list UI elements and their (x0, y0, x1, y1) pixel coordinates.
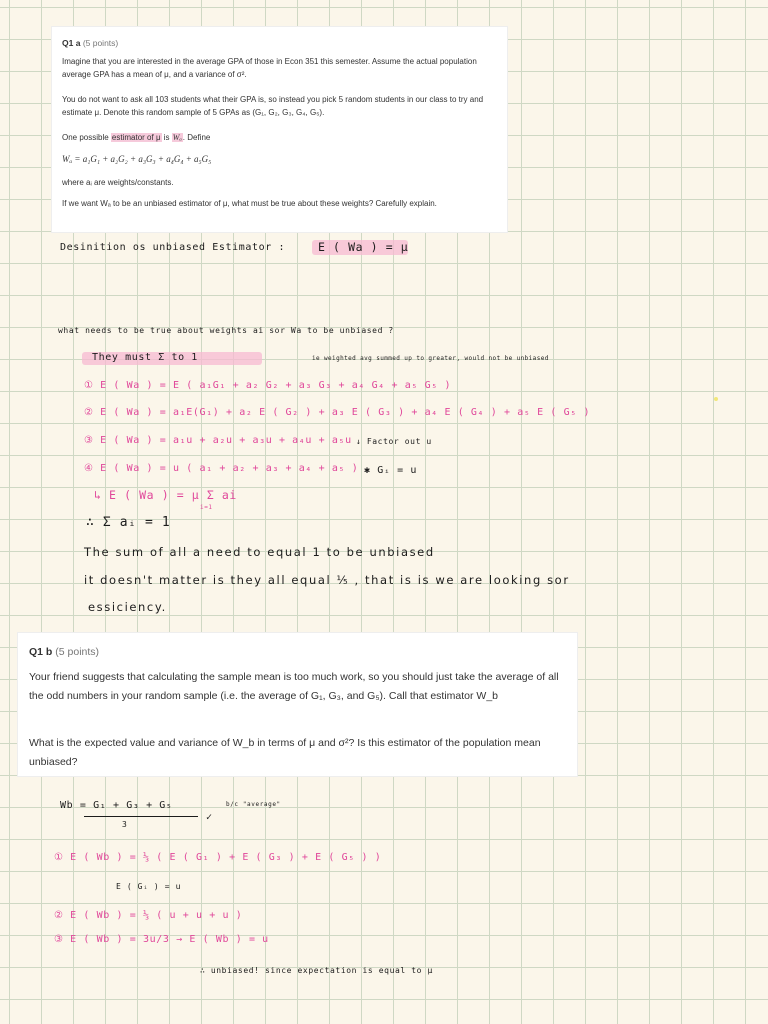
note-line: The sum of all a need to equal 1 to be unbiased (84, 545, 435, 559)
note-step-4: ④ E ( Wa ) = u ( a₁ + a₂ + a₃ + a₄ + a₅ ) (84, 463, 359, 474)
question-paragraph: Your friend suggests that calculating the sample mean is too much work, so you should just take the average of all the odd numbers in your random sample (i.e. the average of G₁, G₃, and G₅). Call that estimator W_b (29, 671, 559, 702)
note-definition-value: E ( Wa ) = μ (318, 240, 409, 254)
note-wb-denominator: 3 (122, 820, 128, 829)
question-paragraph: where aᵢ are weights/constants. (62, 178, 174, 187)
question-1b-title (29, 643, 99, 662)
question-title-text: Q1 b (29, 646, 53, 658)
note-conclusion: ∴ unbiased! since expectation is equal to μ (200, 966, 433, 975)
note-they-must: They must Σ to 1 (92, 352, 198, 363)
note-line: it doesn't matter is they all equal ⅕ , that is is we are looking sor (84, 573, 570, 587)
question-paragraph: If we want Wₐ to be an unbiased estimator of μ, what must be true about these weights? Carefully explain. (62, 199, 437, 208)
check-mark: ✓ (206, 812, 213, 823)
question-title-text: Q1 a (62, 38, 81, 48)
estimator-formula: Wₐ = a₁G₁ + a₂G₂ + a₃G₃ + a₄G₄ + a₅G₅ (62, 154, 212, 164)
text-segment: is (161, 133, 172, 142)
question-1b-card (18, 633, 577, 776)
note-therefore: ∴ Σ aᵢ = 1 (86, 515, 171, 530)
question-points: (5 points) (55, 646, 100, 658)
question-1a-title (62, 37, 118, 50)
question-1a-card (52, 27, 507, 232)
note-wb-numerator: Wb = G₁ + G₃ + G₅ (60, 800, 173, 811)
text-segment: . Define (182, 133, 211, 142)
note-gi-equals-u: ✱ Gᵢ = u (364, 465, 417, 476)
note-step-1: ① E ( Wa ) = E ( a₁G₁ + a₂ G₂ + a₃ G₃ + a₄ G₄ + a₅ G₅ ) (84, 380, 452, 391)
note-step-2: ② E ( Wa ) = a₁E(G₁) + a₂ E ( G₂ ) + a₃ E ( G₃ ) + a₄ E ( G₄ ) + a₅ E ( G₅ ) (84, 407, 591, 418)
note-average: b/c "average" (226, 801, 281, 808)
note-b-step-3: ③ E ( Wb ) = 3u/3 → E ( Wb ) = u (54, 934, 269, 945)
note-line: essiciency. (88, 600, 167, 614)
note-b-step-1: ① E ( Wb ) = ⅓ ( E ( G₁ ) + E ( G₃ ) + E ( G₅ ) ) (54, 852, 382, 863)
highlighted-text: estimator of μ (111, 133, 161, 142)
note-step-3: ③ E ( Wa ) = a₁u + a₂u + a₃u + a₄u + a₅u (84, 435, 352, 446)
note-b-step-2: ② E ( Wb ) = ⅓ ( u + u + u ) (54, 910, 243, 921)
stray-dot (714, 397, 718, 401)
highlighted-text: Wₐ (172, 133, 182, 142)
question-paragraph: What is the expected value and variance of W_b in terms of μ and σ²? Is this estimator of the population mean unbiased? (29, 737, 541, 768)
question-paragraph: Imagine that you are interested in the average GPA of those in Econ 351 this semester. Assume the actual population average GPA has a mean of μ, and a variance of σ². (62, 57, 477, 79)
note-side-remark: ie weighted avg summed up to greater, would not be unbiased (312, 355, 549, 362)
fraction-bar (84, 816, 198, 817)
note-factor-out: ↓ Factor out u (356, 437, 432, 446)
question-paragraph (62, 132, 497, 145)
note-result: ↳ E ( Wa ) = μ Σ ai (94, 488, 237, 502)
text-segment: One possible (62, 133, 111, 142)
note-definition-label: Desinition os unbiased Estimator : (60, 242, 286, 253)
note-question: what needs to be true about weights ai sor Wa to be unbiased ? (58, 326, 394, 335)
question-paragraph: You do not want to ask all 103 students what their GPA is, so instead you pick 5 random students in our class to try and estimate μ. Denote this random sample of 5 GPAs as (G₁, G₂, G₃, G₄, G₅). (62, 95, 484, 117)
note-e-gi: E ( Gᵢ ) = u (116, 882, 181, 891)
question-points: (5 points) (82, 38, 119, 48)
note-sum-limits: i=1 (200, 504, 213, 511)
